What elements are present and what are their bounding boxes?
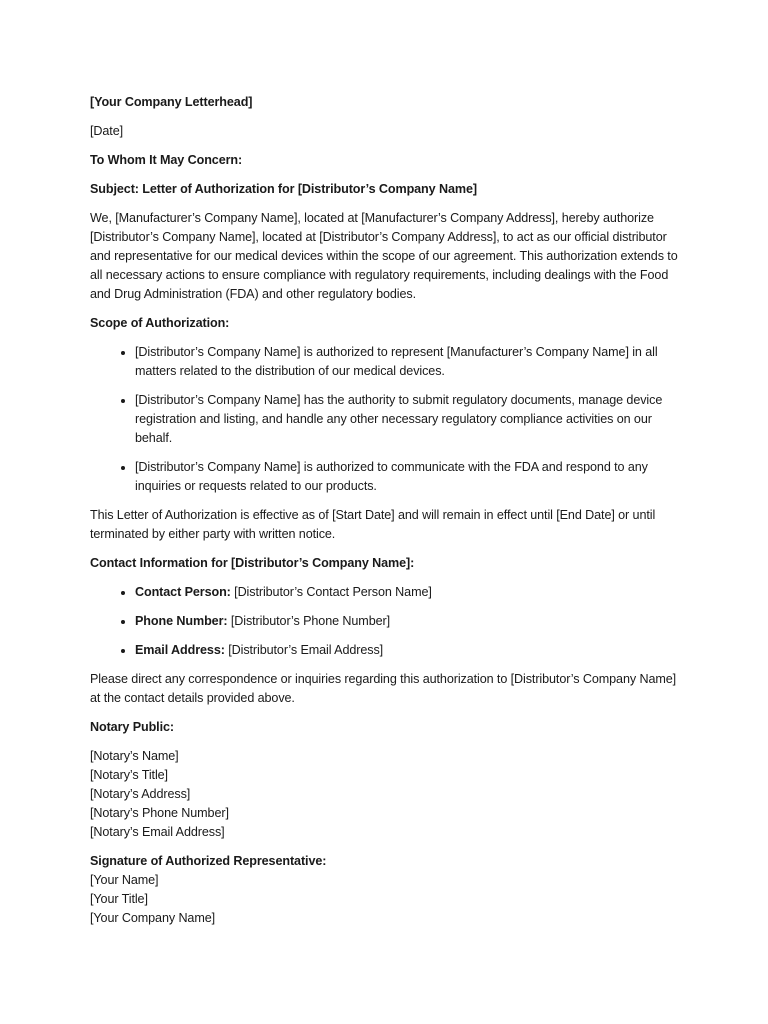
notary-line: [Notary’s Email Address] xyxy=(90,825,225,839)
scope-item: • [Distributor’s Company Name] is authorized to communicate with the FDA and respond to any inquiries or requests related to our products. xyxy=(135,458,680,496)
notary-line: [Notary’s Phone Number] xyxy=(90,806,229,820)
subject-line: Subject: Letter of Authorization for [Distributor’s Company Name] xyxy=(90,182,477,196)
signature-block xyxy=(90,852,680,928)
signature-line: [Your Title] xyxy=(90,892,148,906)
contact-item-phone xyxy=(135,612,680,631)
contact-label: Email Address: xyxy=(135,643,225,657)
intro-paragraph: We, [Manufacturer’s Company Name], located at [Manufacturer’s Company Address], hereby authorize [Distributor’s Company Name], located at [Distributor’s Company Address], to act as our official distributor and representative for our medical devices within the scope of our agreement. This authorization extends to all necessary actions to ensure compliance with regulatory requirements, including dealings with the Food and Drug Administration (FDA) and other regulatory bodies. xyxy=(90,211,678,301)
signature-heading: Signature of Authorized Representative: xyxy=(90,854,327,868)
contact-value: [Distributor’s Contact Person Name] xyxy=(230,585,432,599)
notary-line: [Notary’s Address] xyxy=(90,787,191,801)
notary-heading: Notary Public: xyxy=(90,720,174,734)
contact-item-email xyxy=(135,641,680,660)
contact-item-person xyxy=(135,583,680,602)
effective-paragraph: This Letter of Authorization is effective as of [Start Date] and will remain in effect until [End Date] or until terminated by either party with written notice. xyxy=(90,508,656,541)
signature-line: [Your Company Name] xyxy=(90,911,216,925)
contact-list xyxy=(90,583,680,660)
contact-heading: Contact Information for [Distributor’s Company Name]: xyxy=(90,556,415,570)
notary-line: [Notary’s Title] xyxy=(90,768,168,782)
notary-block xyxy=(90,747,680,842)
scope-heading: Scope of Authorization: xyxy=(90,316,230,330)
signature-line: [Your Name] xyxy=(90,873,159,887)
date: [Date] xyxy=(90,124,123,138)
notary-line: [Notary’s Name] xyxy=(90,749,179,763)
contact-value: [Distributor’s Phone Number] xyxy=(227,614,390,628)
scope-item: • [Distributor’s Company Name] has the authority to submit regulatory documents, manage device registration and listing, and handle any other necessary regulatory compliance activities on our behalf. xyxy=(135,391,680,448)
scope-list xyxy=(90,343,680,496)
contact-label: Phone Number: xyxy=(135,614,228,628)
direct-paragraph: Please direct any correspondence or inquiries regarding this authorization to [Distributor’s Company Name] at the contact details provided above. xyxy=(90,672,677,705)
contact-value: [Distributor’s Email Address] xyxy=(224,643,384,657)
letterhead: [Your Company Letterhead] xyxy=(90,95,253,109)
salutation: To Whom It May Concern: xyxy=(90,153,243,167)
contact-label: Contact Person: xyxy=(135,585,231,599)
scope-item: • [Distributor’s Company Name] is authorized to represent [Manufacturer’s Company Name] in all matters related to the distribution of our medical devices. xyxy=(135,343,680,381)
